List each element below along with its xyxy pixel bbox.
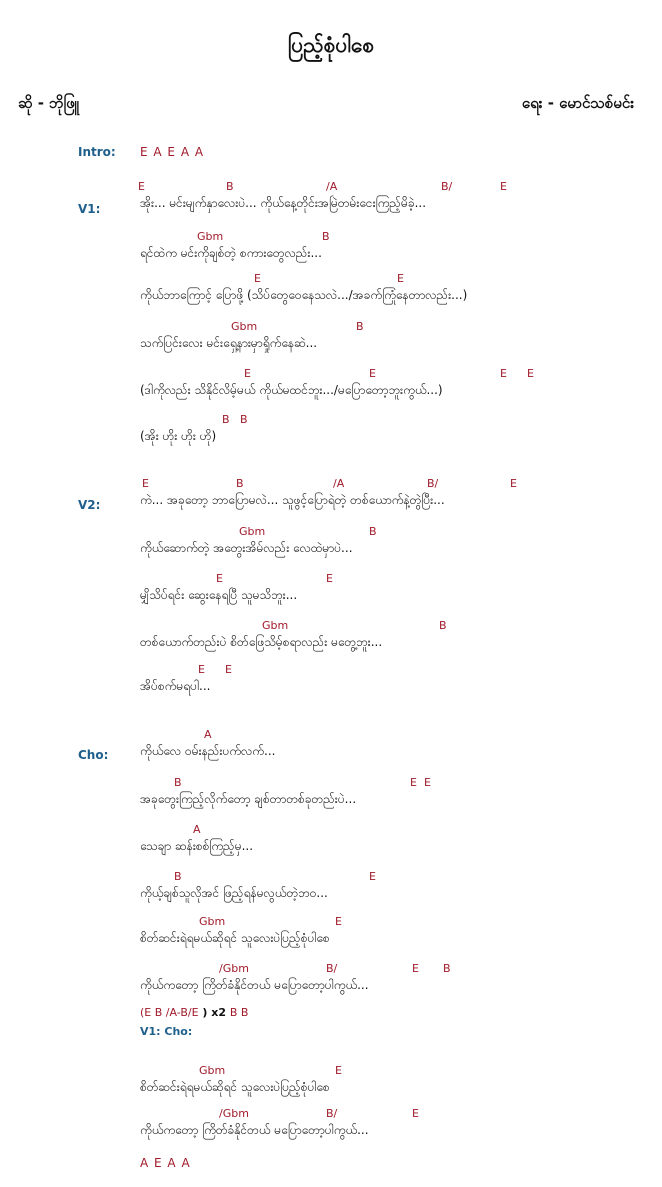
cho-line [0, 823, 662, 859]
chord-label: E [335, 915, 342, 928]
chord-label: E [142, 477, 149, 490]
repeat-chords: E B /A-B/E [144, 1006, 199, 1019]
verse1-label: V1: [78, 202, 101, 216]
chord-label: E [225, 663, 232, 676]
chord-label: A [193, 823, 201, 836]
v1-line [0, 230, 662, 266]
writer-credit: ရေး - မောင်သစ်မင်း [521, 94, 634, 112]
chord-label: B [240, 413, 248, 426]
v2-line [0, 525, 662, 561]
chord-label: E [424, 776, 431, 789]
v1-line [0, 413, 662, 449]
outro-line [0, 1107, 662, 1143]
v1-line [0, 367, 662, 403]
repeat-count: ) x2 [198, 1006, 230, 1019]
chord-label: E [412, 1107, 419, 1120]
chord-label: E [412, 962, 419, 975]
singer-credit: ဆို - ဘိုဖြူ [18, 94, 80, 112]
v1-line [0, 272, 662, 308]
chord-label: E [369, 870, 376, 883]
lyric-text: အိပ်စက်မရပါ... [140, 679, 211, 693]
chord-label: B/ [441, 180, 453, 193]
lyric-text: တစ်ယောက်တည်းပဲ စိတ်ဖြေသိမ့်စရာလည်း မတွေ့ဘူး... [140, 635, 383, 649]
next-sections: V1: Cho: [140, 1025, 193, 1038]
chord-label: E [369, 367, 376, 380]
lyric-text: သက်ပြင်းလေး မင်းရှေ့နားမှာရှိုက်နေဆဲ... [140, 336, 318, 350]
lyric-text: မျှိသိပ်ရင်း ဆွေးနေရပြီ သူမသိဘူး... [140, 588, 298, 602]
repeat-line [140, 1006, 248, 1019]
repeat-open: ( [140, 1006, 145, 1019]
chorus-label: Cho: [78, 748, 109, 762]
chord-label: B [443, 962, 451, 975]
chord-label: E [244, 367, 251, 380]
cho-line [0, 962, 662, 998]
chord-label: /A [333, 477, 345, 490]
chord-label: Gbm [231, 320, 258, 333]
chord-label: E [500, 367, 507, 380]
chord-label: B [356, 320, 364, 333]
v2-line [0, 619, 662, 655]
lyric-text: ကိုယ်ကတော့ ကြိတ်ခံနိုင်တယ် မပြောတော့ပါကွယ်... [140, 978, 369, 992]
chord-label: Gbm [262, 619, 289, 632]
chord-label: E [138, 180, 145, 193]
lyric-text: စိတ်ဆင်းရဲရမယ်ဆိုရင် သူလေးပဲပြည့်စုံပါစေ [140, 931, 330, 945]
chord-label: B [236, 477, 244, 490]
chord-label: B [174, 870, 182, 883]
lyric-text: အိုး... မင်းမျက်နှာလေးပဲ... ကိုယ်နေ့တိုင်းအမြဲတမ်းငေးကြည့်မိခဲ့... [140, 196, 427, 210]
chord-label: A [204, 728, 212, 741]
chord-label: E [510, 477, 517, 490]
chord-label: B [322, 230, 330, 243]
chord-label: E [216, 572, 223, 585]
chord-label: B [369, 525, 377, 538]
chord-label: E [500, 180, 507, 193]
lyric-text: ကိုယ်ဆောက်တဲ့ အတွေးအိမ်လည်း လေထဲမှာပဲ... [140, 541, 353, 555]
chord-label: /Gbm [219, 1107, 249, 1120]
lyric-text: ကဲ... အခုတော့ ဘာပြောမလဲ... သူဖွင့်ပြောရဲတဲ့ တစ်ယောက်နဲ့တွဲပြီး... [140, 493, 445, 507]
repeat-tail-chords: B B [229, 1006, 249, 1019]
lyric-text: ကိုယ်လေ ဝမ်းနည်းပက်လက်... [140, 744, 276, 758]
v2-line [0, 477, 662, 513]
lyric-text: (အိုး ဟိုး ဟိုး ဟို) [140, 429, 217, 443]
end-chords: A E A A [140, 1156, 191, 1170]
lyric-text: သေချာ ဆန်းစစ်ကြည့်မှ... [140, 839, 254, 853]
chord-label: E [527, 367, 534, 380]
verse2-label: V2: [78, 498, 101, 512]
lyric-text: ကိုယ့်ချစ်သူလိုအင် ဖြည့်ရန်မလွယ်တဲ့ဘဝ... [140, 886, 328, 900]
chord-label: B [174, 776, 182, 789]
intro-label: Intro: [78, 145, 116, 159]
lyric-text: စိတ်ဆင်းရဲရမယ်ဆိုရင် သူလေးပဲပြည့်စုံပါစေ [140, 1080, 330, 1094]
chord-label: E [326, 572, 333, 585]
chord-label: B [226, 180, 234, 193]
chord-label: E [335, 1064, 342, 1077]
outro-line [0, 1064, 662, 1100]
cho-line [0, 915, 662, 951]
v2-line [0, 663, 662, 699]
chord-label: /A [326, 180, 338, 193]
chord-label: B [222, 413, 230, 426]
chord-label: E [254, 272, 261, 285]
chord-label: B/ [427, 477, 439, 490]
cho-line [0, 728, 662, 764]
chord-label: B/ [326, 1107, 338, 1120]
lyric-text: (ဒါကိုလည်း သိနိုင်လိမ့်မယ် ကိုယ်မထင်ဘူး.../မပြောတော့ဘူးကွယ်...) [140, 383, 443, 397]
cho-line [0, 870, 662, 906]
lyric-text: အခုတွေးကြည့်လိုက်တော့ ချစ်တာတစ်ခုတည်းပဲ... [140, 792, 357, 806]
chord-label: B/ [326, 962, 338, 975]
chord-label: E [198, 663, 205, 676]
chord-label: /Gbm [219, 962, 249, 975]
chord-label: Gbm [199, 1064, 226, 1077]
chord-label: B [439, 619, 447, 632]
chord-label: Gbm [239, 525, 266, 538]
chord-label: Gbm [197, 230, 224, 243]
lyric-text: ကိုယ်ကတော့ ကြိတ်ခံနိုင်တယ် မပြောတော့ပါကွယ်... [140, 1123, 369, 1137]
lyric-text: ရင်ထဲက မင်းကိုချစ်တဲ့ စကားတွေလည်း... [140, 246, 322, 260]
cho-line [0, 776, 662, 812]
chord-label: E [410, 776, 417, 789]
v2-line [0, 572, 662, 608]
v1-line [0, 320, 662, 356]
lyric-text: ကိုယ်ဘာကြောင့် ပြောဖို့ (သိပ်တွေဝေနေသလဲ.../အခက်ကြုံနေတာလည်း...) [140, 288, 468, 302]
chord-label: Gbm [199, 915, 226, 928]
song-title: ပြည့်စုံပါစေ [287, 33, 375, 57]
chord-label: E [397, 272, 404, 285]
v1-line [0, 180, 662, 216]
intro-chords: E A E A A [140, 145, 205, 159]
